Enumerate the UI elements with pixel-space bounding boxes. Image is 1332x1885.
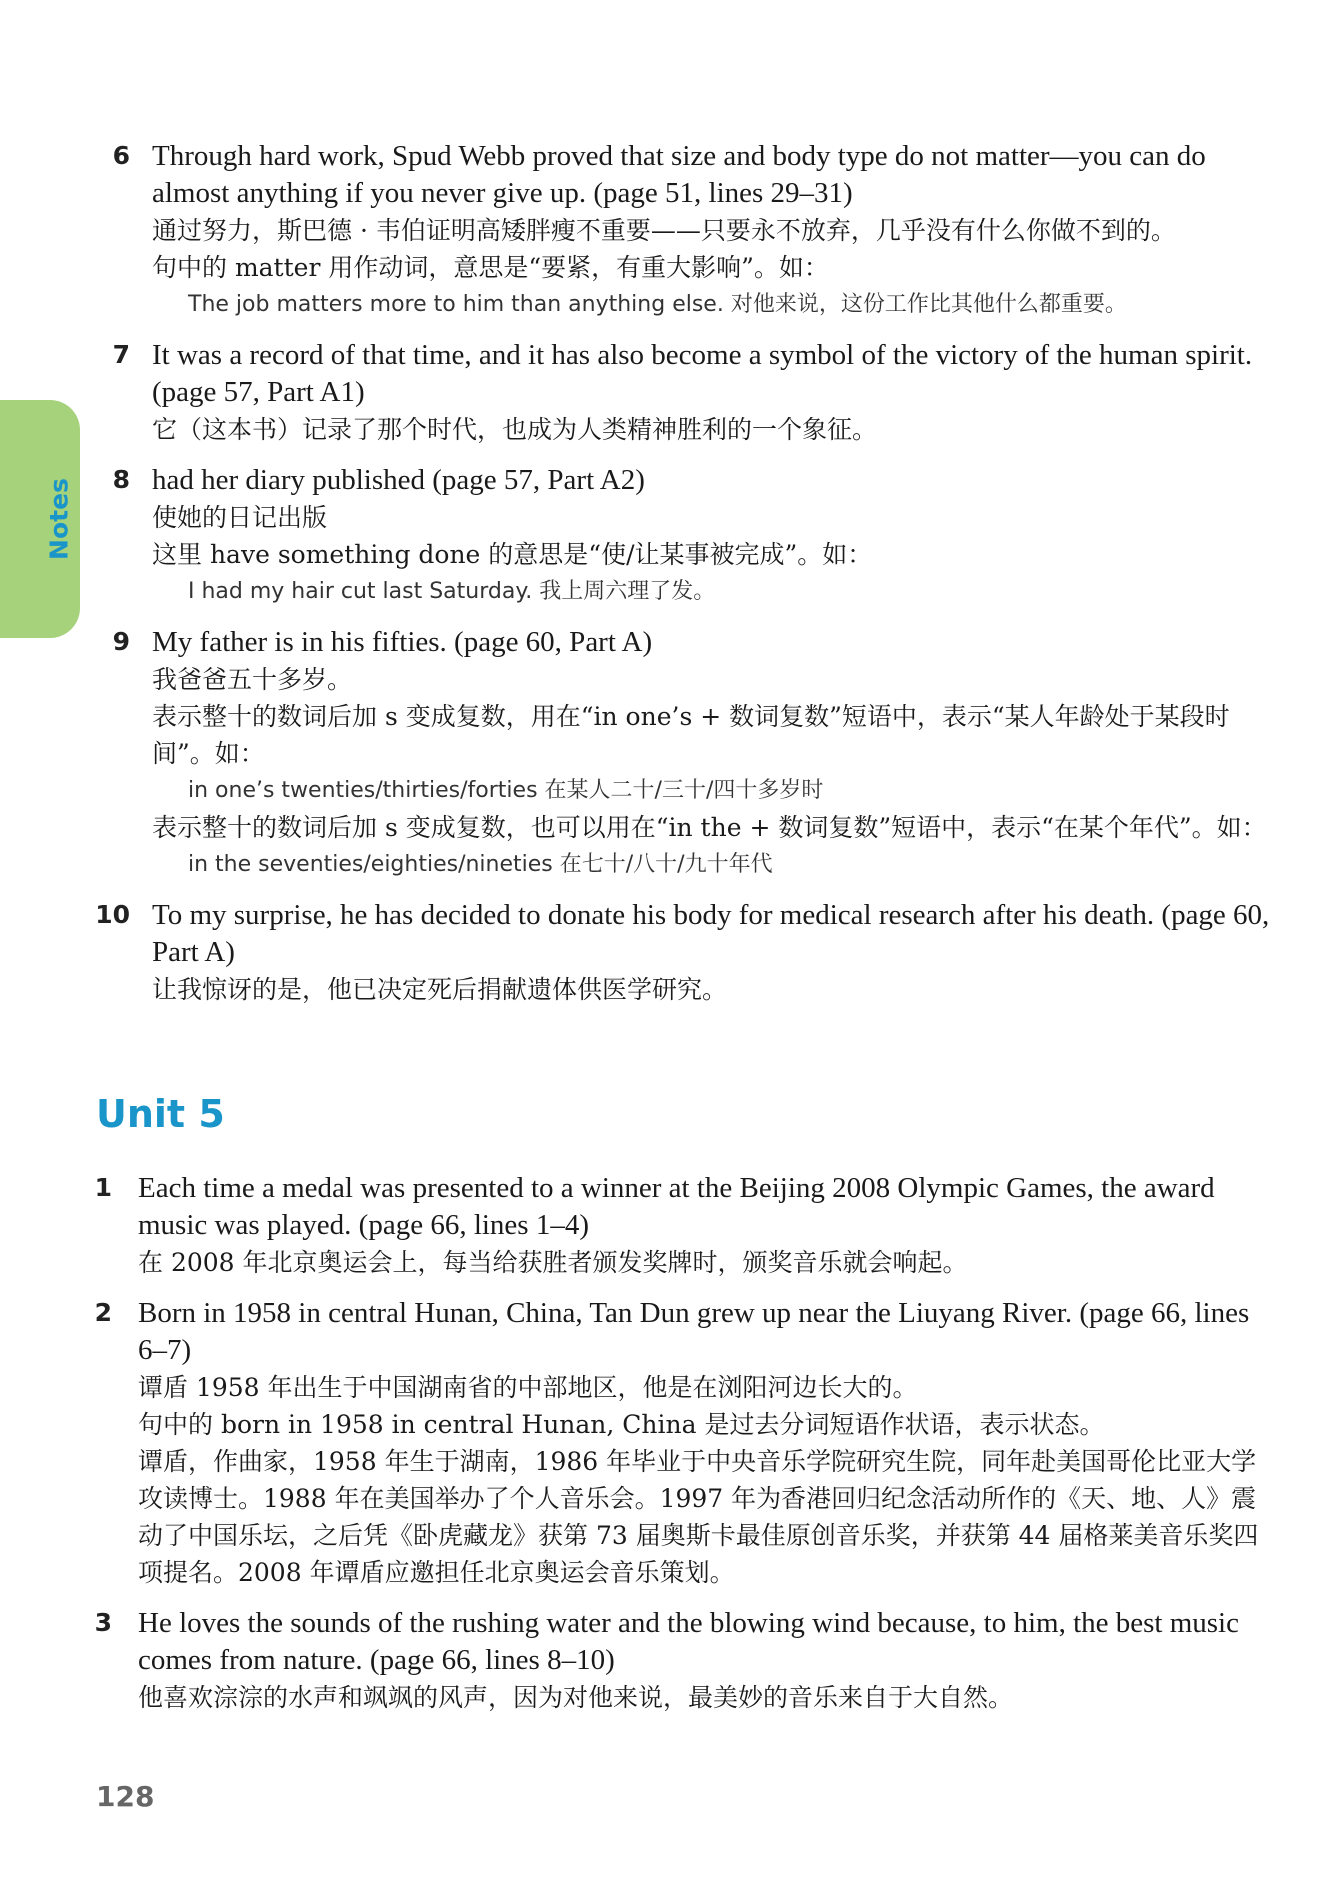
- note-english-sentence: Through hard work, Spud Webb proved that size and body type do not matter—you can do almost anything if you never give up. (page 51, lines 29–31): [152, 140, 1206, 209]
- note-item: [0, 624, 1332, 883]
- note-english-sentence: To my surprise, he has decided to donate his body for medical research after his death. (page 60, Part A): [152, 899, 1270, 968]
- notes-side-tab-label: Notes: [44, 478, 74, 560]
- note-number: 1: [94, 1173, 112, 1202]
- note-chinese-explanation: 让我惊讶的是，他已决定死后捐献遗体供医学研究。: [152, 975, 728, 1004]
- note-chinese-explanation: 它（这本书）记录了那个时代，也成为人类精神胜利的一个象征。: [152, 415, 878, 444]
- note-example: in one’s twenties/thirties/forties 在某人二十/三十/四十多岁时: [188, 778, 824, 803]
- note-chinese-explanation: 句中的 matter 用作动词，意思是“要紧，有重大影响”。如：: [152, 253, 829, 282]
- unit4-notes-section: [0, 138, 1332, 1022]
- note-chinese-explanation: 在 2008 年北京奥运会上，每当给获胜者颁发奖牌时，颁奖音乐就会响起。: [138, 1248, 968, 1277]
- note-chinese-explanation: 这里 have something done 的意思是“使/让某事被完成”。如：: [152, 540, 873, 569]
- note-chinese-explanation: 他喜欢淙淙的水声和飒飒的风声，因为对他来说，最美妙的音乐来自于大自然。: [138, 1683, 1014, 1712]
- note-example: I had my hair cut last Saturday. 我上周六理了发。: [188, 579, 716, 604]
- note-item: [0, 462, 1332, 610]
- note-english-sentence: My father is in his fifties. (page 60, Part A): [152, 626, 653, 658]
- unit-title: Unit 5: [96, 1092, 225, 1136]
- page-number: 128: [96, 1780, 155, 1813]
- note-item: [0, 1295, 1332, 1591]
- note-item: [0, 1170, 1332, 1281]
- note-number: 3: [94, 1608, 112, 1637]
- note-chinese-explanation: 谭盾，作曲家，1958 年生于湖南，1986 年毕业于中央音乐学院研究生院，同年赴美国哥伦比亚大学攻读博士。1988 年在美国举办了个人音乐会。1997 年为香港回归纪念活动所作的《天、地、人》震动了中国乐坛，之后凭《卧虎藏龙》获第 73 届奥斯卡最佳原创音乐奖，并获第 44 届格莱美音乐奖四项提名。2008 年谭盾应邀担任北京奥运会音乐策划。: [138, 1447, 1259, 1587]
- unit5-notes-section: [0, 1170, 1332, 1730]
- note-item: [0, 897, 1332, 1008]
- note-example: in the seventies/eighties/nineties 在七十/八十/九十年代: [188, 852, 773, 877]
- note-item: [0, 138, 1332, 323]
- note-number: 9: [112, 627, 130, 656]
- note-english-sentence: It was a record of that time, and it has also become a symbol of the victory of the human spirit. (page 57, Part A1): [152, 339, 1253, 408]
- note-english-sentence: had her diary published (page 57, Part A2): [152, 464, 645, 496]
- note-chinese-explanation: 表示整十的数词后加 s 变成复数，用在“in one’s + 数词复数”短语中，表示“某人年龄处于某段时间”。如：: [152, 702, 1230, 768]
- note-chinese-explanation: 使她的日记出版: [152, 503, 328, 532]
- note-english-sentence: Born in 1958 in central Hunan, China, Tan Dun grew up near the Liuyang River. (page 66, lines 6–7): [138, 1297, 1250, 1366]
- note-number: 6: [112, 141, 130, 170]
- note-chinese-explanation: 谭盾 1958 年出生于中国湖南省的中部地区，他是在浏阳河边长大的。: [138, 1373, 918, 1402]
- note-english-sentence: He loves the sounds of the rushing water and the blowing wind because, to him, the best music comes from nature. (page 66, lines 8–10): [138, 1607, 1239, 1676]
- note-number: 10: [95, 900, 130, 929]
- note-chinese-explanation: 我爸爸五十多岁。: [152, 665, 353, 694]
- note-item: [0, 337, 1332, 448]
- note-english-sentence: Each time a medal was presented to a winner at the Beijing 2008 Olympic Games, the award music was played. (page 66, lines 1–4): [138, 1172, 1215, 1241]
- note-chinese-explanation: 通过努力，斯巴德 · 韦伯证明高矮胖瘦不重要——只要永不放弃，几乎没有什么你做不到的。: [152, 216, 1176, 245]
- note-chinese-explanation: 表示整十的数词后加 s 变成复数，也可以用在“in the + 数词复数”短语中，表示“在某个年代”。如：: [152, 813, 1267, 842]
- note-number: 7: [112, 340, 130, 369]
- note-number: 8: [112, 465, 130, 494]
- note-chinese-explanation: 句中的 born in 1958 in central Hunan, China 是过去分词短语作状语，表示状态。: [138, 1410, 1105, 1439]
- note-number: 2: [94, 1298, 112, 1327]
- note-example: The job matters more to him than anything else. 对他来说，这份工作比其他什么都重要。: [188, 292, 1127, 317]
- note-item: [0, 1605, 1332, 1716]
